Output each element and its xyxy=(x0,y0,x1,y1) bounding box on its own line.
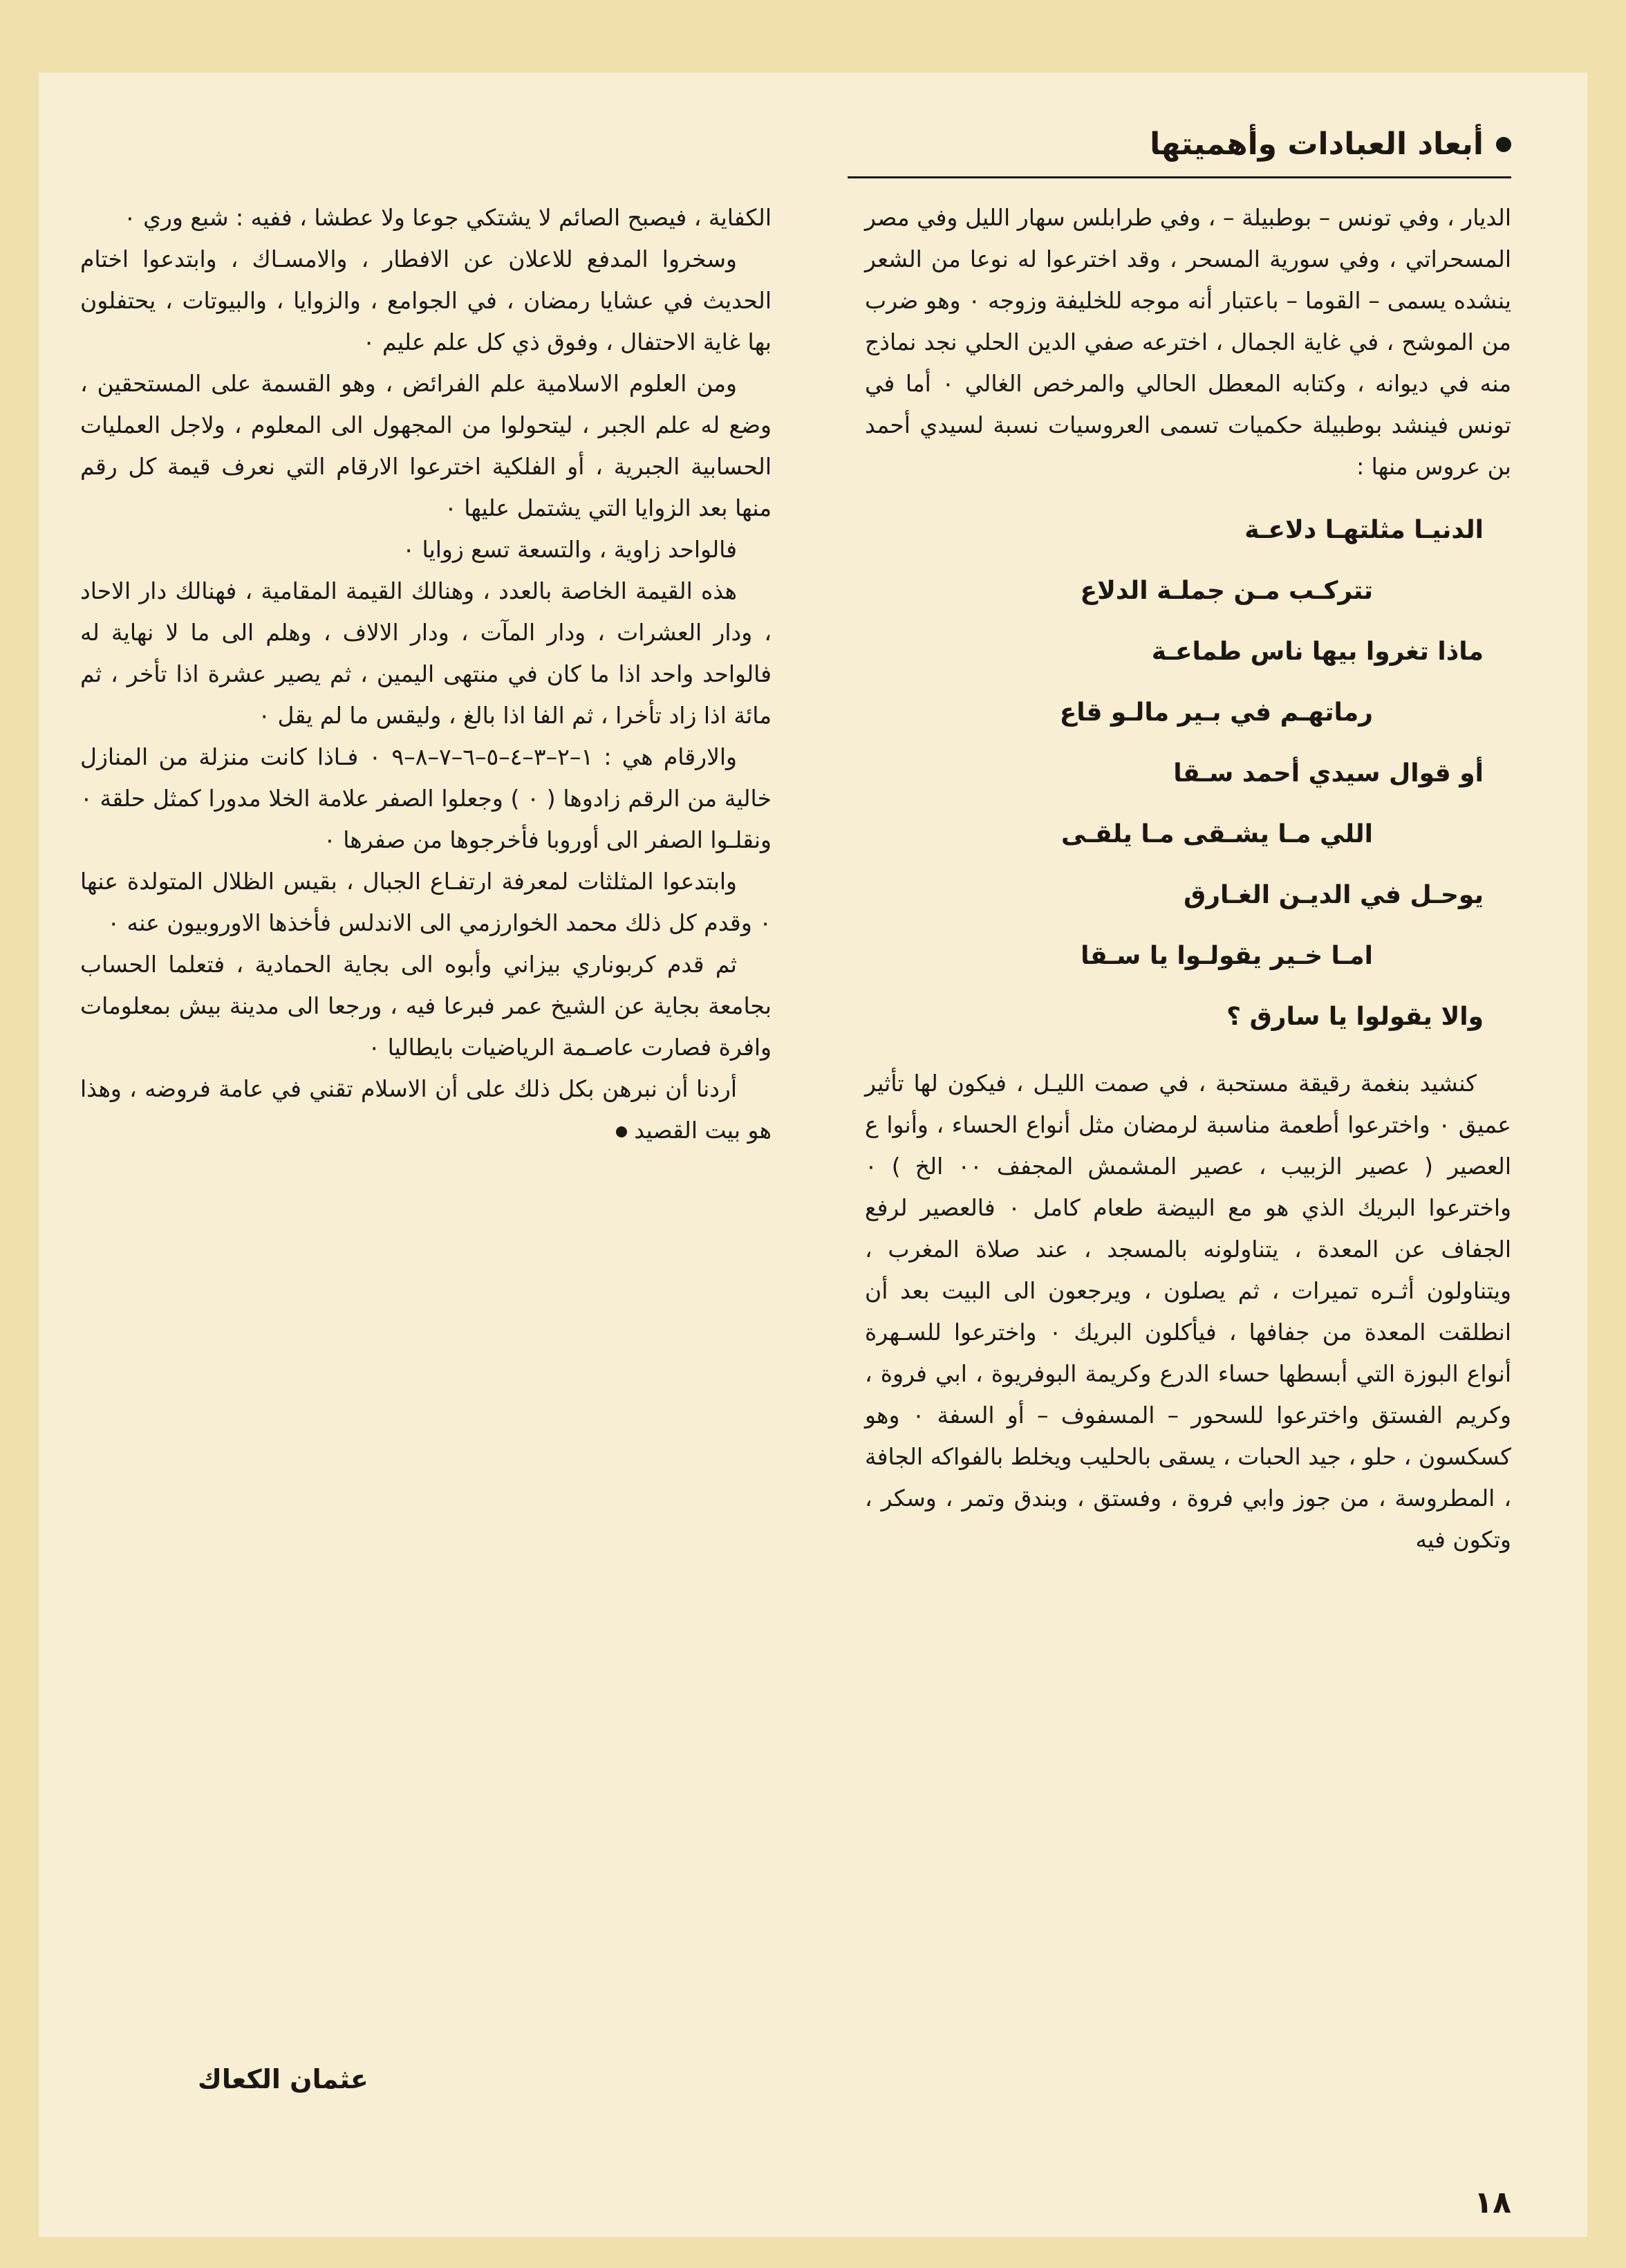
article-header xyxy=(1150,127,1511,162)
paragraph: الديار ، وفي تونس – بوطبيلة – ، وفي طرابلس سهار الليل وفي مصر المسحراتي ، وفي سورية المسحر ، وقد اخترعوا له نوعا من الشعر ينشده يسمى – القوما – باعتبار أنه موجه للخليفة وزوجه ٠ وهو ضرب من الموشح ، في غاية الجمال ، اخترعه صفي الدين الحلي نجد نماذج منه في ديوانه ، وكتابه المعطل الحالي والمرخص الغالي ٠ أما في تونس فينشد بوطبيلة حكميات تسمى العروسيات نسبة لسيدي أحمد بن عروس منها : xyxy=(865,204,1511,480)
poem-verse: امـا خـير يقولـوا يا سـقا xyxy=(1081,942,1373,970)
paragraph: فالواحد زاوية ، والتسعة تسع زوايا ٠ xyxy=(402,536,737,563)
paragraph: ثم قدم كربوناري بيزاني وأبوه الى بجاية الحمادية ، فتعلما الحساب بجامعة بجاية عن الشيخ عمر فبرعا فيه ، ورجعا الى مدينة بيش بمعلومات وافرة فصارت عاصـمة الرياضيات بايطاليا ٠ xyxy=(80,951,772,1061)
poem-verse: رماتهـم في بـير مالـو قاع xyxy=(1059,698,1373,727)
closing-paragraph xyxy=(80,1068,772,1151)
end-bullet-icon xyxy=(616,1126,627,1137)
page-number: ١٨ xyxy=(1474,2185,1511,2220)
poem xyxy=(865,500,1511,1048)
article-title: أبعاد العبادات وأهميتها xyxy=(1150,127,1484,162)
poem-verse: والا يقولوا يا سارق ؟ xyxy=(1226,1003,1484,1031)
poem-verse: الدنيـا مثلتهـا دلاعـة xyxy=(1244,516,1484,544)
header-divider xyxy=(848,176,1511,178)
paragraph: والارقام هي : ١–٢–٣–٤–٥–٦–٧–٨–٩ ٠ فـاذا كانت منزلة من المنازل خالية من الرقم زادوها ( ٠ ) وجعلوا الصفر علامة الخلا مدورا كمثل حلقة ٠ ونقلـوا الصفر الى أوروبا فأخرجوها من صفرها ٠ xyxy=(80,743,772,853)
paragraph: الكفاية ، فيصبح الصائم لا يشتكي جوعا ولا عطشا ، ففيه : شبع وري ٠ xyxy=(123,204,772,231)
right-column xyxy=(865,197,1511,1561)
closing-text: أردنا أن نبرهن بكل ذلك على أن الاسلام تقني في عامة فروضه ، وهذا هو بيت القصيد xyxy=(80,1075,772,1144)
poem-verse: ماذا تغروا بيها ناس طماعـة xyxy=(1151,638,1484,666)
poem-verse: يوحـل في الديـن الغـارق xyxy=(1184,881,1484,909)
bullet-icon xyxy=(1496,137,1511,152)
left-column xyxy=(80,197,772,1151)
poem-verse: أو قوال سيدي أحمد سـقا xyxy=(1173,759,1484,788)
paragraph: وسخروا المدفع للاعلان عن الافطار ، والامسـاك ، وابتدعوا اختام الحديث في عشايا رمضان ، في الجوامع ، والزوايا ، والبيوتات ، يحتفلون بها غاية الاحتفال ، وفوق ذي كل علم عليم ٠ xyxy=(80,245,772,355)
paragraph: كنشيد بنغمة رقيقة مستحبة ، في صمت الليـل ، فيكون لها تأثير عميق ٠ واخترعوا أطعمة مناسبة لرمضان مثل أنواع الحساء ، وأنوا ع العصير ( عصير الزبيب ، عصير المشمش المجفف ٠٠ الخ ) ٠ واخترعوا البريك الذي هو مع البيضة طعام كامل ٠ فالعصير لرفع الجفاف عن المعدة ، يتناولونه بالمسجد ، عند صلاة المغرب ، ويتناولون أثـره تميرات ، ثم يصلون ، ويرجعون الى البيت بعد أن انطلقت المعدة من جفافها ، فيأكلون البريك ٠ واخترعوا للسـهرة أنواع البوزة التي أبسطها حساء الدرع وكريمة البوفريوة ، ابي فروة ، وكريم الفستق واخترعوا للسحور – المسفوف – أو السفة ٠ وهو كسكسون ، حلو ، جيد الحبات ، يسقى بالحليب ويخلط بالفواكه الجافة ، المطروسة ، من جوز وابي فروة ، وفستق ، وبندق وتمر ، وسكر ، وتكون فيه xyxy=(865,1070,1512,1553)
author-signature: عثمان الكعاك xyxy=(198,2064,368,2094)
paragraph: هذه القيمة الخاصة بالعدد ، وهنالك القيمة المقامية ، فهنالك دار الاحاد ، ودار العشرات ، ودار المآت ، ودار الالاف ، وهلم الى ما لا نهاية له فالواحد واحد اذا ما كان في منتهى اليمين ، ثم يصير عشرة اذا تأخر ، ثم مائة اذا زاد تأخرا ، ثم الفا اذا بالغ ، وليقس ما لم يقل ٠ xyxy=(80,577,772,729)
paragraph: وابتدعوا المثلثات لمعرفة ارتفـاع الجبال ، بقيس الظلال المتولدة عنها ٠ وقدم كل ذلك محمد الخوارزمي الى الاندلس فأخذها الاوروبيون عنه ٠ xyxy=(80,868,772,936)
paragraph: ومن العلوم الاسلامية علم الفرائض ، وهو القسمة على المستحقين ، وضع له علم الجبر ، ليتحولوا من المجهول الى المعلوم ، ولاجل العمليات الحسابية الجبرية ، أو الفلكية اخترعوا الارقام التي نعرف قيمة كل رقم منها بعد الزوايا التي يشتمل عليها ٠ xyxy=(80,370,772,521)
magazine-page xyxy=(39,73,1587,2237)
poem-verse: اللي مـا يشـقى مـا يلقـى xyxy=(1061,820,1373,848)
poem-verse: تتركـب مـن جملـة الدلاع xyxy=(1080,577,1373,605)
